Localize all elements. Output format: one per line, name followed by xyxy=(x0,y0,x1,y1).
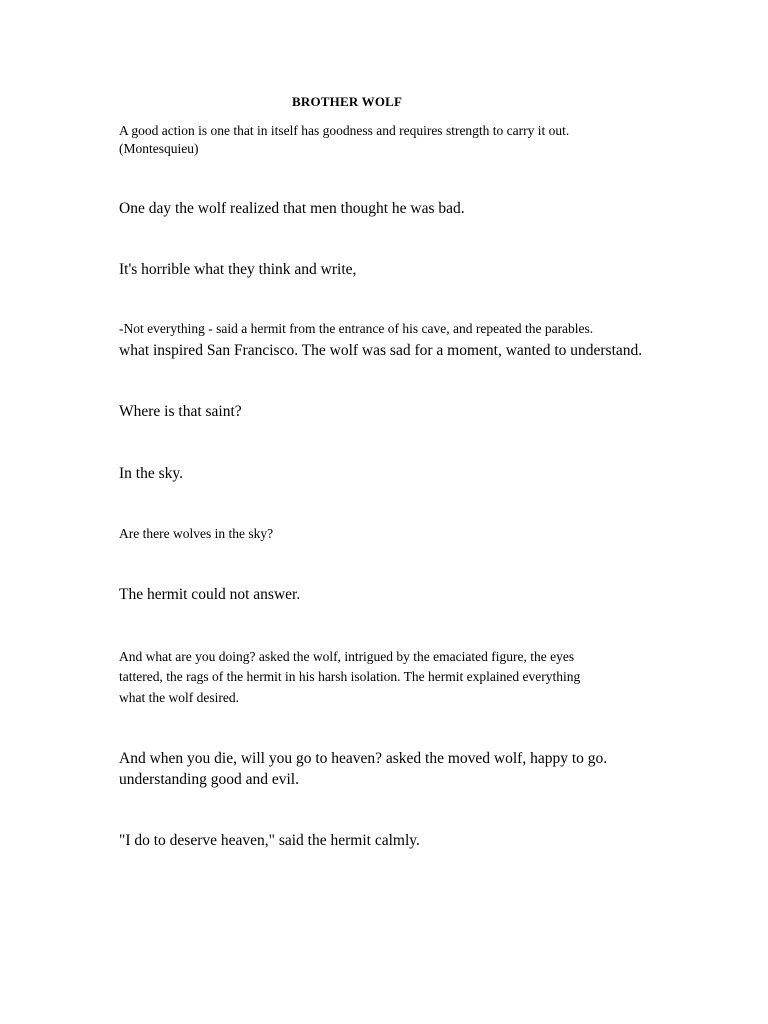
paragraph-4: Where is that saint? xyxy=(119,403,242,420)
paragraph-6: Are there wolves in the sky? xyxy=(119,526,274,541)
paragraph-5: In the sky. xyxy=(119,465,183,482)
paragraph-10: "I do to deserve heaven," said the hermit calmly. xyxy=(119,832,420,849)
paragraph-9-line-1: And when you die, will you go to heaven? asked the moved wolf, happy to go. xyxy=(119,750,608,767)
epigraph-quote: A good action is one that in itself has goodness and requires strength to carry it out. xyxy=(119,123,570,138)
paragraph-8-line-3: what the wolf desired. xyxy=(119,690,239,705)
paragraph-7: The hermit could not answer. xyxy=(119,586,301,603)
paragraph-9-line-2: understanding good and evil. xyxy=(119,771,299,788)
paragraph-8-line-2: tattered, the rags of the hermit in his harsh isolation. The hermit explained everything xyxy=(119,669,581,684)
epigraph-author: (Montesquieu) xyxy=(119,141,199,156)
document-title: BROTHER WOLF xyxy=(292,94,403,109)
paragraph-2: It's horrible what they think and write, xyxy=(119,261,357,278)
paragraph-3-line-2: what inspired San Francisco. The wolf was sad for a moment, wanted to understand. xyxy=(119,342,643,359)
paragraph-3-line-1: -Not everything - said a hermit from the entrance of his cave, and repeated the parables. xyxy=(119,321,594,336)
paragraph-8-line-1: And what are you doing? asked the wolf, intrigued by the emaciated figure, the eyes xyxy=(119,649,575,664)
paragraph-1: One day the wolf realized that men thought he was bad. xyxy=(119,200,465,217)
